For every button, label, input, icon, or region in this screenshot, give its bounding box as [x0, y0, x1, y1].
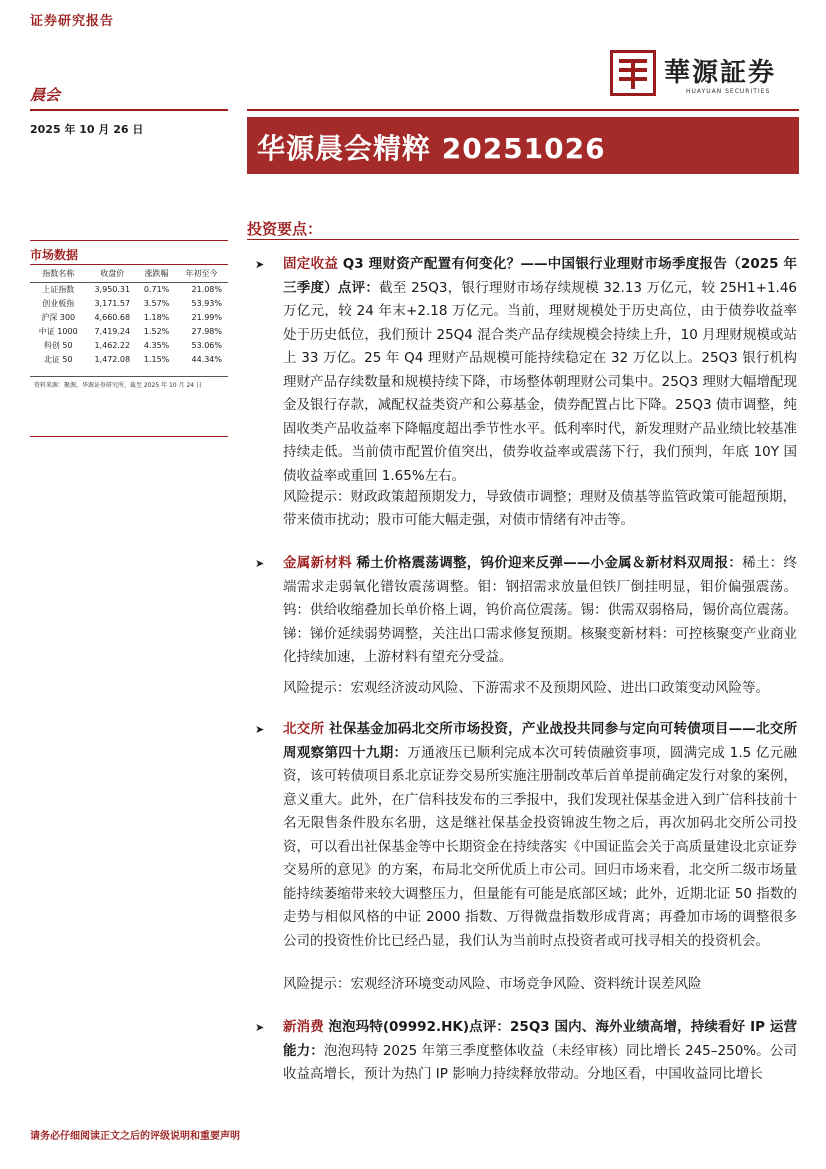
market-data-title: 市场数据	[30, 248, 79, 262]
section-label: 晨会	[30, 86, 61, 104]
divider	[247, 239, 799, 240]
market-data-table	[30, 266, 228, 366]
article-body: 稀土：终端需求走弱氧化镨钕震荡调整。钼：钢招需求放量但铁厂倒挂明显，钼价偏强震荡。钨：供给收缩叠加长单价格上调，钨价高位震荡。锡：供需双弱格局，锡价高位震荡。锑：锑价延续弱势调整，关注出口需求修复预期。核聚变新材料：可控核聚变产业商业化持续加速，上游材料有望充分受益。	[283, 555, 798, 665]
risk-note: 风险提示：财政政策超预期发力，导致债市调整；理财及债基等监管政策可能超预期，带来债市扰动；股市可能大幅走强，对债市情绪有冲击等。	[283, 489, 796, 528]
article-headline: 稀土价格震荡调整，钨价迎来反弹——小金属＆新材料双周报：	[356, 555, 743, 571]
market-data-source: 资料来源：聚源，华源证券研究所，截至 2025 年 10 月 24 日	[34, 382, 202, 389]
article-headline: 泡泡玛特(09992.HK)点评：25Q3 国内、海外业绩高增，持续看好 IP 运营能力：	[283, 1019, 797, 1059]
article-metals	[257, 552, 797, 670]
article-tag: 北交所	[283, 721, 325, 737]
divider	[30, 376, 228, 377]
table-row: 科创 50 1,462.22 4.35% 53.06%	[43, 340, 222, 350]
logo-chinese-name: 華源証券	[664, 58, 777, 88]
article-bse	[257, 718, 797, 953]
table-row: 中证 1000 7,419.24 1.52% 27.98%	[38, 326, 222, 336]
divider	[30, 436, 228, 437]
article-tag: 金属新材料	[283, 555, 352, 571]
table-header-row	[30, 266, 228, 282]
bullet-arrow-icon: ➤	[255, 258, 265, 271]
table-row: 创业板指 3,171.57 3.57% 53.93%	[42, 298, 222, 308]
bullet-arrow-icon: ➤	[255, 557, 265, 570]
bullet-arrow-icon: ➤	[255, 1021, 265, 1034]
divider	[30, 264, 228, 265]
divider	[30, 109, 228, 111]
article-headline: 社保基金加码北交所市场投资，产业战投共同参与定向可转债项目——北交所周观察第四十九期：	[283, 721, 798, 761]
table-row: 沪深 300 4,660.68 1.18% 21.99%	[41, 312, 222, 322]
company-logo	[610, 50, 800, 102]
page-title: 华源晨会精粹 20251026	[257, 132, 606, 165]
logo-english-name: HUAYUAN SECURITIES	[686, 88, 771, 95]
logo-seal-icon	[610, 50, 656, 96]
column-header: 涨跌幅	[138, 266, 175, 282]
article-body: 截至 25Q3，银行理财市场存续规模 32.13 万亿元，较 25H1+1.46 万亿元，较 24 年末+2.18 万亿元。当前，理财规模处于历史高位，由于债券收益率处于历史低位，我们预计 25Q4 混合类产品存续规模会持续上升，10 月理财规模或站上 33 万亿。25 年 Q4 理财产品规模可能持续稳定在 32 万亿以上。25Q3 银行机构理财产品存续数量和规模持续下降，市场整体朝理财公司集中。25Q3 理财大幅增配现金及银行存款，减配权益类资产和公募基金，债券配置占比下降。25Q3 债市调整，纯固收类产品收益率下降幅度超出季节性水平。低利率时代，新发理财产品业绩比较基准持续走低。当前债市配置价值突出，债券收益率或震荡下行，我们预判，年底 10Y 国债收益率或重回 1.65%左右。	[283, 279, 798, 484]
article-body: 万通液压已顺利完成本次可转债融资事项，圆满完成 1.5 亿元融资，该可转债项目系北京证券交易所实施注册制改革后首单提前确定发行对象的案例，意义重大。此外，在广信科技发布的三季报中，我们发现社保基金进入到广信科技前十名无限售条件股东名册，这是继社保基金投资锦波生物之后，再次加码北交所公司投资，可以看出社保基金等中长期资金在持续落实《中国证监会关于高质量建设北京证券交易所的意见》的方案，布局北交所优质上市公司。回归市场来看，北交所二级市场量能持续萎缩带来较大调整压力，但量能有可能是底部区域；此外，近期北证 50 指数的走势与相似风格的中证 2000 指数、万得微盘指数形成背离；再叠加市场的调整很多公司的投资性价比已经凸显，我们认为当前时点投资者或可找寻相关的投资机会。	[283, 744, 797, 949]
report-category: 证券研究报告	[30, 14, 115, 29]
column-header: 年初至今	[175, 266, 228, 282]
article-tag: 新消费	[283, 1019, 324, 1035]
bullet-arrow-icon: ➤	[255, 723, 265, 736]
table-row: 上证指数 3,950.31 0.71% 21.08%	[42, 284, 222, 294]
article-headline: Q3 理财资产配置有何变化？——中国银行业理财市场季度报告（2025 年三季度）点评：	[283, 256, 798, 296]
column-header: 指数名称	[30, 266, 86, 282]
footer-disclaimer: 请务必仔细阅读正文之后的评级说明和重要声明	[30, 1131, 240, 1142]
title-banner	[247, 117, 799, 174]
column-header: 收盘价	[86, 266, 138, 282]
article-body: 泡泡玛特 2025 年第三季度整体收益（未经审核）同比增长 245–250%。公司收益高增长，预计为热门 IP 影响力持续释放带动。分地区看，中国收益同比增长	[283, 1042, 797, 1082]
report-date: 2025 年 10 月 26 日	[30, 123, 144, 136]
article-fixed-income	[257, 253, 797, 488]
article-tag: 固定收益	[283, 256, 339, 272]
article-consumer	[257, 1016, 797, 1087]
risk-note: 风险提示：宏观经济环境变动风险、市场竞争风险、资料统计误差风险	[283, 976, 702, 992]
divider	[30, 240, 228, 241]
divider	[247, 109, 799, 111]
key-points-title: 投资要点：	[247, 220, 323, 238]
risk-note: 风险提示：宏观经济波动风险、下游需求不及预期风险、进出口政策变动风险等。	[283, 680, 769, 696]
table-row: 北证 50 1,472.08 1.15% 44.34%	[43, 354, 222, 364]
